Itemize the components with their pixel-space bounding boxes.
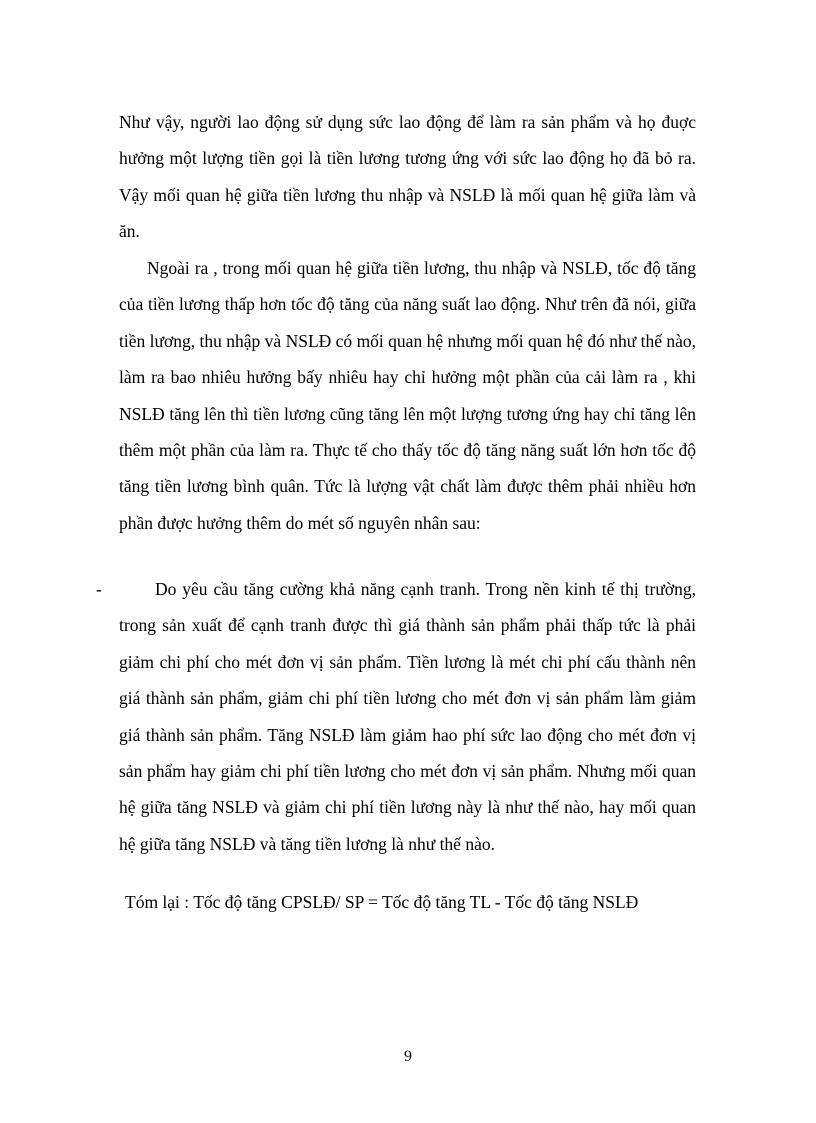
paragraph-growth-rate-comparison: Ngoài ra , trong mối quan hệ giữa tiền lương, thu nhập và NSLĐ, tốc độ tăng của tiền lương thấp hơn tốc độ tăng của năng suất lao động. Như trên đã nói, giữa tiền lương, thu nhập và NSLĐ có mối quan hệ nhưng mối quan hệ đó như thế nào, làm ra bao nhiêu hưởng bấy nhiêu hay chỉ hưởng một phần của cải làm ra , khi NSLĐ tăng lên thì tiền lương cũng tăng lên một lượng tương ứng hay chỉ tăng lên thêm một phần của làm ra. Thực tế cho thấy tốc độ tăng năng suất lớn hơn tốc độ tăng tiền lương bình quân. Tức là lượng vật chất làm được thêm phải nhiều hơn phần được hưởng thêm do mét số nguyên nhân sau: [119,258,696,533]
summary-formula: Tóm lại : Tốc độ tăng CPSLĐ/ SP = Tốc độ tăng TL - Tốc độ tăng NSLĐ [125,892,639,912]
paragraph-wage-labor-relation: Như vậy, người lao động sử dụng sức lao động để làm ra sản phẩm và họ đuợc hưởng một lượng tiền gọi là tiền lương tương ứng với sức lao động họ đã bỏ ra. Vậy mối quan hệ giữa tiền lương thu nhập và NSLĐ là mối quan hệ giữa làm và ăn. [119,112,696,242]
bullet-competition-reason: Do yêu cầu tăng cường khả năng cạnh tranh. Trong nền kinh tế thị trường, trong sản xuất để cạnh tranh được thì giá thành sản phẩm phải thấp tức là phải giảm chi phí cho mét đơn vị sản phẩm. Tiền lương là mét chi phí cấu thành nên giá thành sản phẩm, giảm chi phí tiền lương cho mét đơn vị sản phẩm làm giảm giá thành sản phẩm. Tăng NSLĐ làm giảm hao phí sức lao động cho mét đơn vị sản phẩm hay giảm chi phí tiền lương cho mét đơn vị sản phẩm. Nhưng mối quan hệ giữa tăng NSLĐ và giảm chi phí tiền lương này là như thế nào, hay mối quan hệ giữa tăng NSLĐ và tăng tiền lương là như thế nào. [119,579,696,854]
page-number: 9 [404,1048,412,1065]
bullet-marker: - [96,579,102,599]
